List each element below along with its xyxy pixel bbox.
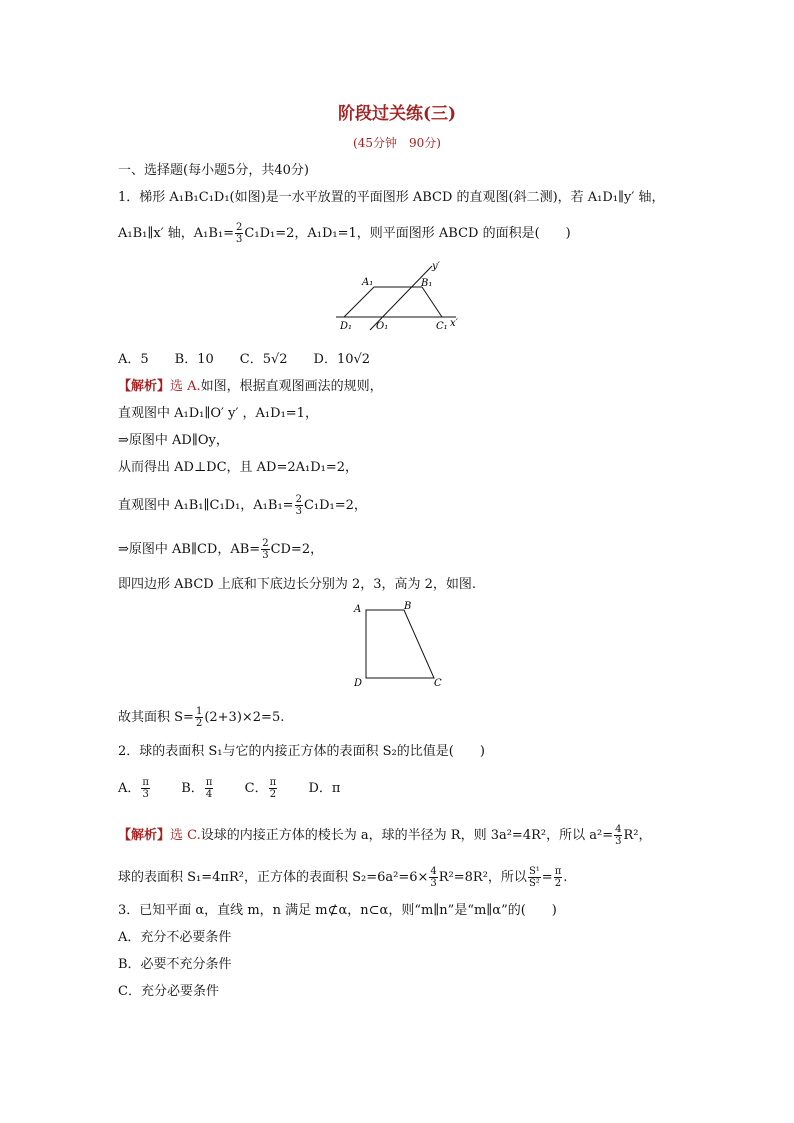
text: 直观图中 A₁B₁∥C₁D₁，A₁B₁= (118, 498, 294, 513)
q1-fraction (235, 222, 243, 245)
page-title: 阶段过关练(三) (337, 104, 457, 124)
fraction-numerator: π (554, 866, 562, 877)
label-yprime: y′ (432, 261, 440, 272)
fraction-numerator: 4 (430, 866, 437, 877)
fraction-numerator: 2 (295, 494, 302, 505)
text: ⇒原图中 AB∥CD，AB= (118, 542, 261, 557)
trapezoid-abcd (366, 610, 434, 678)
fraction (261, 538, 269, 561)
fraction (528, 866, 541, 889)
fraction-denominator: 4 (205, 789, 213, 800)
q3-option-b: B．必要不充分条件 (118, 957, 232, 972)
fraction (614, 824, 622, 847)
q1-line2 (118, 222, 571, 245)
fraction-numerator: π (142, 777, 149, 788)
fraction (429, 866, 437, 889)
fraction (195, 706, 203, 729)
text: R²， (623, 828, 652, 843)
label-d: D (354, 678, 363, 689)
q2-option-b: B． (181, 781, 204, 796)
q3-option-c: C．充分必要条件 (118, 984, 219, 999)
fraction-denominator: S² (528, 878, 540, 889)
q1-analysis-line7: 即四边形 ABCD 上底和下底边长分别为 2，3，高为 2，如图. (118, 577, 477, 592)
fraction-denominator: 3 (295, 506, 302, 517)
q3-line1: 3．已知平面 α，直线 m，n 满足 m⊄α，n⊂α，则“m∥n”是“m∥α”的( ) (118, 903, 557, 918)
fraction-numerator: π (205, 777, 213, 788)
analysis-choice: 选 A. (170, 379, 201, 394)
text: = (541, 870, 553, 885)
text: (2+3)×2=5. (204, 710, 285, 725)
fraction (269, 777, 278, 800)
q1-line2-a: A₁B₁∥x′ 轴，A₁B₁= (118, 226, 235, 241)
q1-analysis-line2: 直观图中 A₁D₁∥O′ y′ ，A₁D₁=1， (118, 406, 318, 421)
fraction-denominator: 3 (430, 878, 437, 889)
fraction-denominator: 3 (236, 234, 243, 245)
label-d1: D₁ (340, 321, 353, 332)
text: 故其面积 S= (118, 710, 194, 725)
fraction-numerator: 4 (615, 824, 622, 835)
edge-b1-c1 (422, 287, 442, 317)
fraction-numerator: 2 (236, 222, 243, 233)
label-xprime: x′ (450, 318, 458, 329)
label-a1: A₁ (362, 277, 374, 288)
page-subtitle: (45分钟 90分) (353, 136, 441, 150)
text: C₁D₁=2， (303, 498, 367, 513)
label-a: A (354, 604, 362, 615)
fraction (295, 494, 303, 517)
fraction-numerator: 1 (195, 706, 203, 717)
fraction-denominator: 2 (269, 789, 277, 800)
label-o1: O₁ (376, 321, 389, 332)
q1-line1: 1．梯形 A₁B₁C₁D₁(如图)是一水平放置的平面图形 ABCD 的直观图(斜二测)，若 A₁D₁∥y′ 轴， (118, 190, 665, 205)
fraction-numerator: π (269, 777, 277, 788)
analysis-tag: 【解析】 (118, 379, 171, 394)
q1-analysis-line8 (118, 706, 284, 729)
q2-option-d: D．π (308, 781, 341, 796)
fraction-denominator: 3 (262, 550, 269, 561)
q3-option-a: A．充分不必要条件 (118, 930, 232, 945)
text: 设球的内接正方体的棱长为 a，球的半径为 R，则 3a²=4R²，所以 a²= (200, 828, 614, 843)
q1-analysis-line4: 从而得出 AD⊥DC，且 AD=2A₁D₁=2， (118, 460, 359, 475)
fraction-numerator: 2 (262, 538, 269, 549)
q2-analysis-line1 (118, 824, 651, 847)
q1-line2-b: C₁D₁=2，A₁D₁=1，则平面图形 ABCD 的面积是( ) (244, 226, 571, 241)
text: R²=8R²，所以 (438, 870, 527, 885)
fraction-numerator: S¹ (528, 866, 540, 877)
fraction-denominator: 3 (142, 789, 149, 800)
q1-options: A．5 B．10 C．5√2 D．10√2 (118, 352, 371, 367)
label-c: C (434, 678, 442, 689)
fraction (141, 777, 150, 800)
analysis-text: 如图，根据直观图画法的规则， (200, 379, 383, 394)
q2-analysis-line2 (118, 866, 567, 889)
fraction (205, 777, 214, 800)
label-c1: C₁ (436, 321, 448, 332)
analysis-choice: 选 C. (170, 828, 201, 843)
q2-options (118, 777, 340, 800)
text: 球的表面积 S₁=4πR²，正方体的表面积 S₂=6a²=6× (118, 870, 429, 885)
q1-figure-original (348, 598, 448, 690)
text: . (563, 870, 568, 885)
q2-option-c: C． (244, 781, 268, 796)
fraction-denominator: 3 (615, 836, 622, 847)
fraction-denominator: 2 (554, 878, 562, 889)
q1-analysis-line5 (118, 494, 367, 517)
q2-line1: 2．球的表面积 S₁与它的内接正方体的表面积 S₂的比值是( ) (118, 744, 485, 759)
section-heading: 一、选择题(每小题5分，共40分) (118, 163, 309, 178)
analysis-tag: 【解析】 (118, 828, 171, 843)
label-b1: B₁ (421, 278, 433, 289)
fraction-denominator: 2 (195, 718, 203, 729)
label-b: B (404, 601, 412, 612)
fraction (554, 866, 563, 889)
q2-option-a: A． (118, 781, 141, 796)
q1-analysis-line1 (118, 379, 383, 395)
edge-a1-d1 (344, 287, 374, 317)
q1-analysis-line6 (118, 538, 323, 561)
q1-figure-oblique (330, 258, 470, 338)
text: CD=2， (270, 542, 324, 557)
q1-analysis-line3: ⇒原图中 AD∥Oy， (118, 433, 229, 448)
